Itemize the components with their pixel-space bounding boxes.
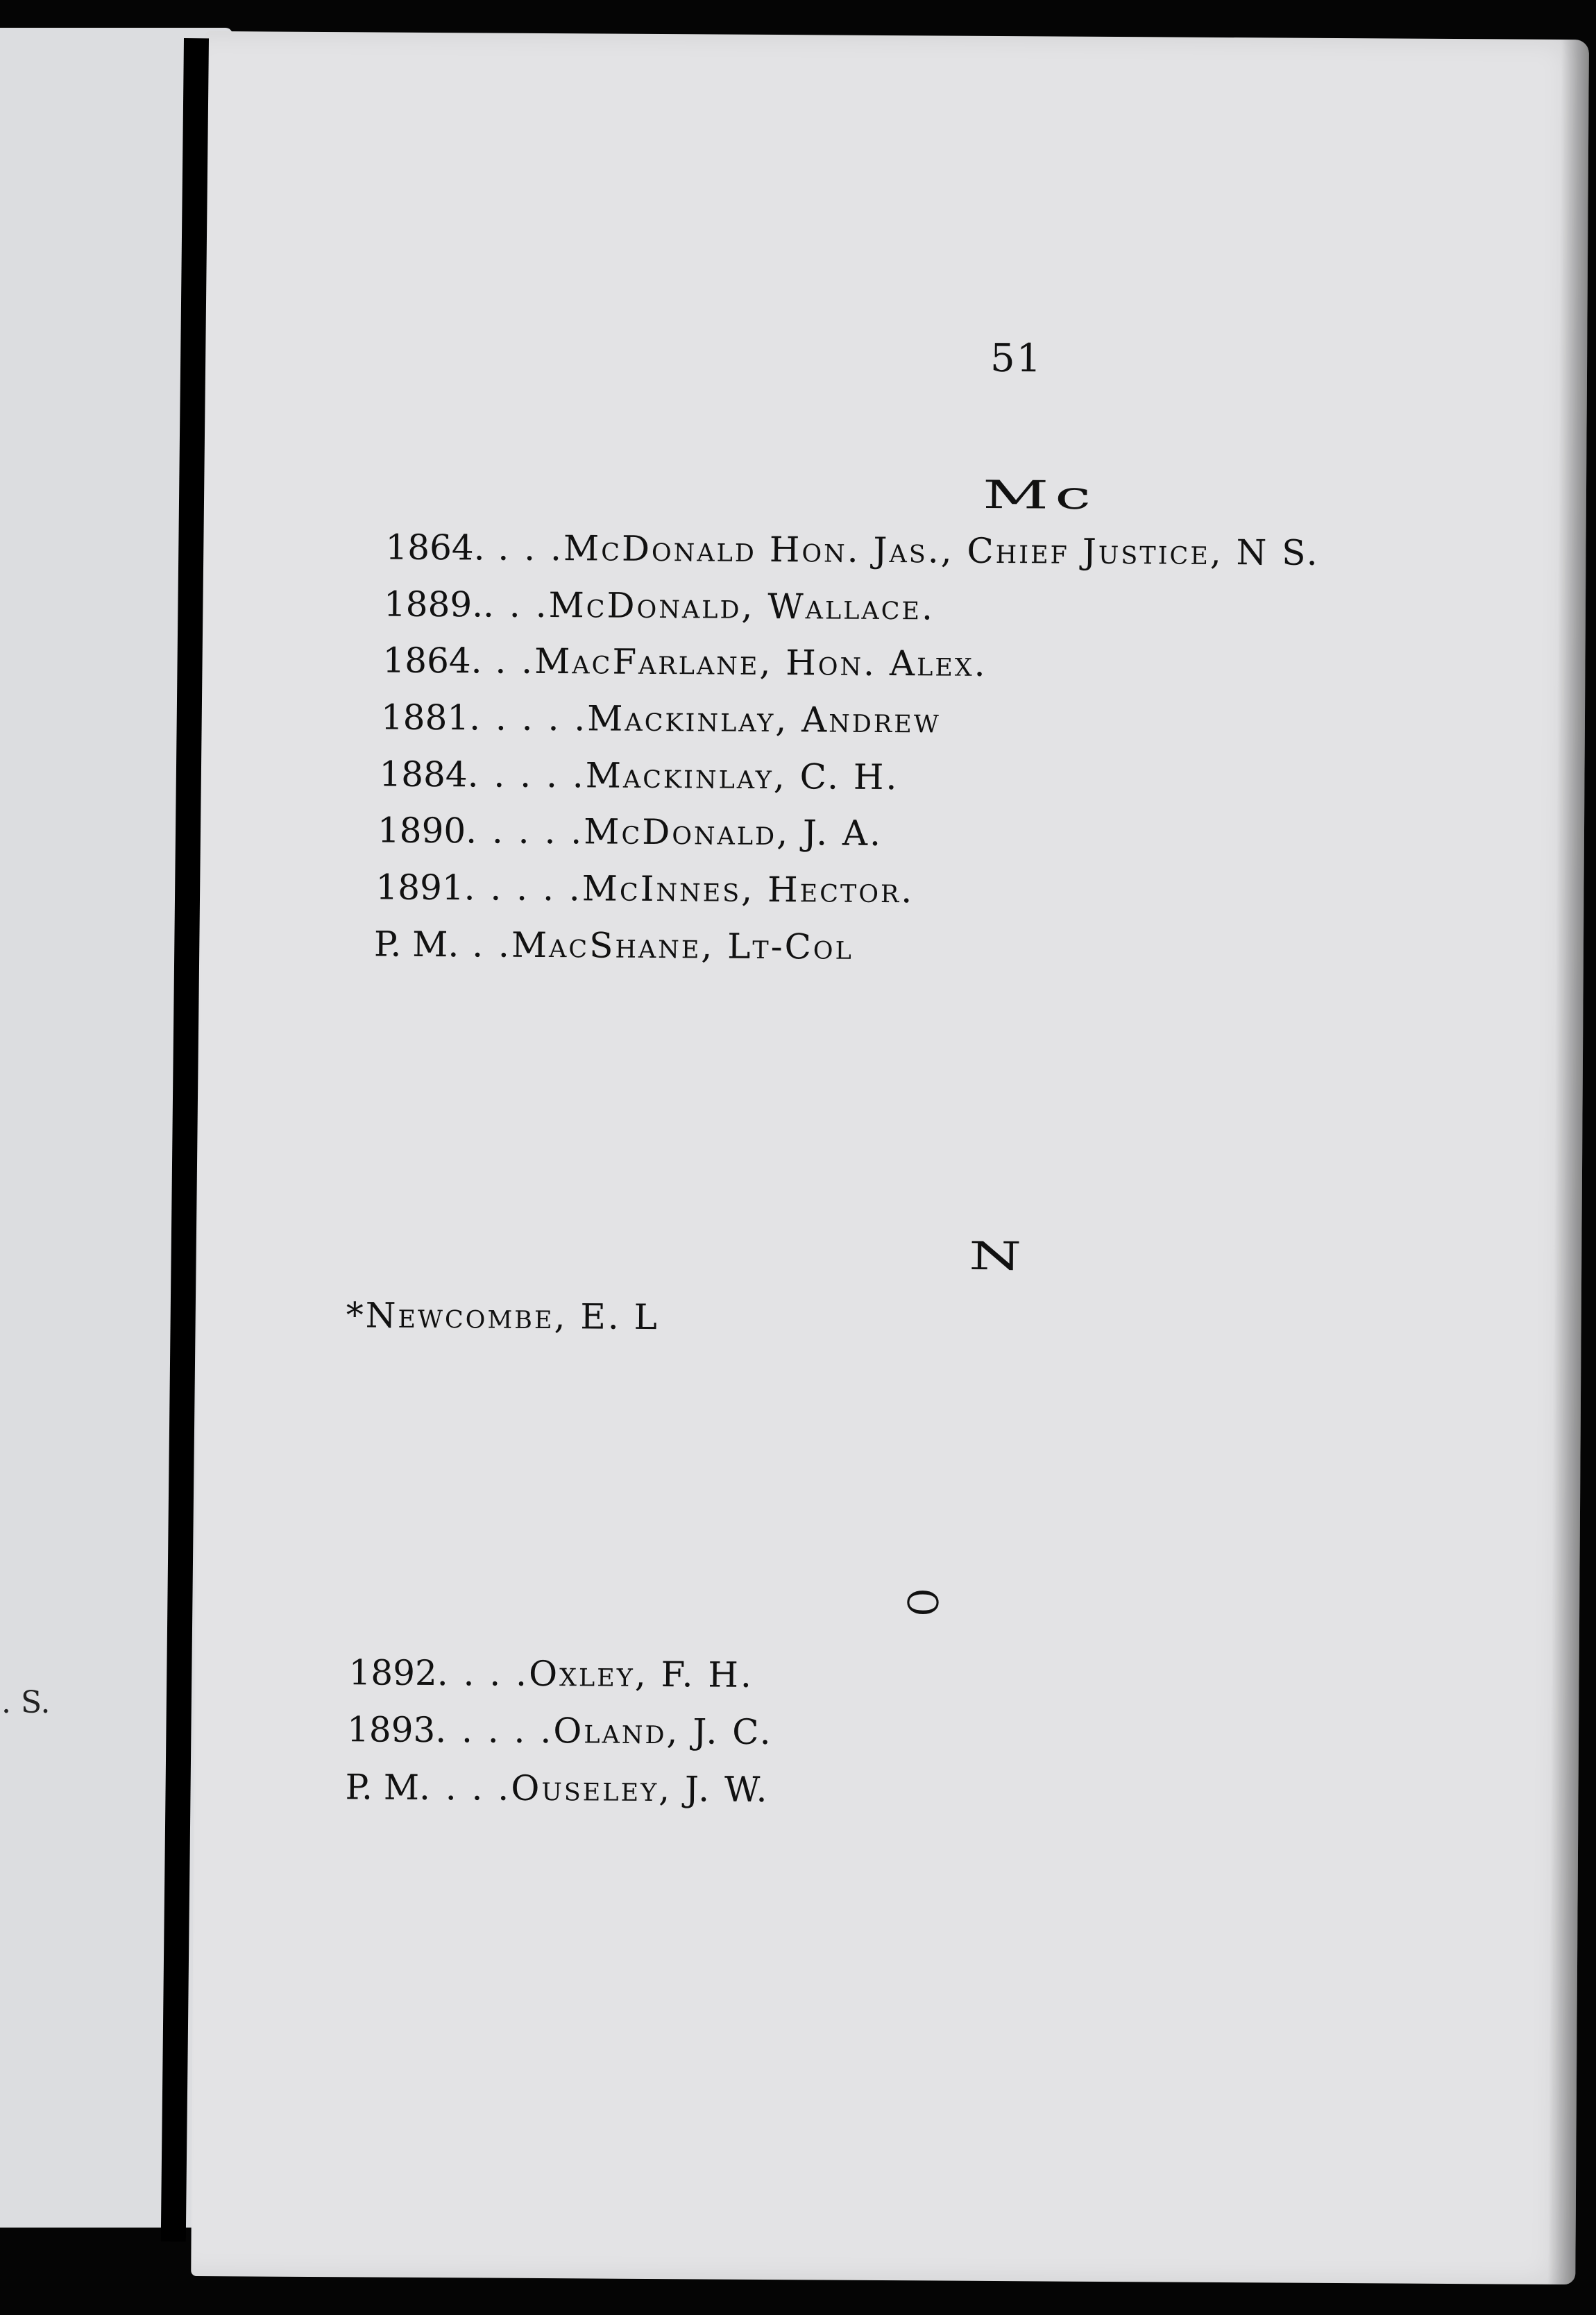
entry-leader: . .: [459, 924, 512, 965]
entry-detail: J. W.: [671, 1769, 770, 1811]
entry-leader: . .: [482, 641, 535, 681]
entry-year: 1881: [380, 697, 470, 738]
entry-leader: . . . .: [418, 1767, 511, 1808]
left-page-text-fragment: . S.: [1, 1685, 51, 1720]
entry-year: P. M.: [373, 924, 459, 965]
entry-name: Oxley,: [528, 1653, 648, 1695]
list-item: [381, 697, 941, 741]
entry-detail: E. L: [567, 1296, 660, 1338]
entry-name: MacFarlane,: [534, 641, 773, 684]
entry-detail: Hector.: [754, 869, 915, 911]
list-item: [346, 1295, 659, 1337]
section-heading-mc: Mc: [982, 471, 1098, 518]
entry-name: Mackinlay,: [587, 698, 789, 740]
entry-leader: . . . . .: [466, 811, 584, 852]
entry-name: MacShane,: [511, 924, 715, 967]
entry-detail: J. C.: [679, 1711, 773, 1753]
list-item: [385, 527, 1320, 573]
list-item: [384, 584, 935, 628]
entry-name: McInnes,: [581, 868, 755, 910]
entry-year: 1892: [348, 1652, 437, 1694]
entry-detail: C. H.: [786, 756, 899, 798]
entry-year: 1889.: [383, 584, 484, 625]
entry-detail: Lt-Col: [714, 926, 854, 967]
entry-name: Newcombe,: [365, 1295, 568, 1337]
entry-leader: *: [346, 1295, 366, 1336]
entry-detail: J. A.: [789, 813, 883, 854]
entry-year: P. M: [345, 1767, 420, 1808]
list-item: [379, 754, 899, 798]
section-heading-n: N: [969, 1232, 1028, 1279]
list-item: [347, 1709, 773, 1752]
list-item: [345, 1767, 769, 1810]
list-item: [348, 1652, 754, 1695]
entry-year: 1893: [346, 1709, 436, 1751]
entry-leader: . . . . .: [464, 867, 582, 909]
entry-leader: . . . . .: [435, 1710, 554, 1752]
entry-detail: Hon. Jas., Chief Justice, N S.: [756, 529, 1320, 573]
entry-leader: . . .: [482, 584, 549, 626]
page-number: 51: [990, 335, 1043, 382]
entry-leader: . . . . .: [469, 697, 588, 739]
entry-year: 1864.: [382, 640, 482, 681]
list-item: [375, 867, 914, 911]
entry-leader: . . . . .: [467, 754, 586, 796]
entry-name: Mackinlay,: [585, 755, 787, 797]
entry-name: McDonald,: [548, 585, 755, 627]
list-item: [374, 924, 854, 967]
entry-year: 1864.: [385, 527, 485, 568]
entry-leader: . . . .: [436, 1653, 529, 1694]
entry-detail: F. H.: [647, 1654, 754, 1695]
entry-detail: Andrew: [788, 699, 941, 741]
right-page: [191, 31, 1589, 2284]
entry-year: 1890: [377, 810, 466, 851]
list-item: [382, 641, 987, 684]
entry-year: 1884: [379, 754, 468, 795]
entry-name: Ouseley,: [511, 1767, 672, 1810]
entry-name: McDonald,: [584, 811, 790, 854]
list-item: [377, 811, 883, 854]
entry-year: 1891: [375, 867, 464, 908]
entry-detail: Hon. Alex.: [772, 643, 987, 684]
entry-name: McDonald: [563, 528, 757, 570]
entry-name: Oland,: [553, 1711, 680, 1752]
entry-detail: Wallace.: [754, 586, 935, 628]
entry-leader: . . .: [484, 527, 564, 569]
section-heading-o: O: [897, 1588, 946, 1620]
